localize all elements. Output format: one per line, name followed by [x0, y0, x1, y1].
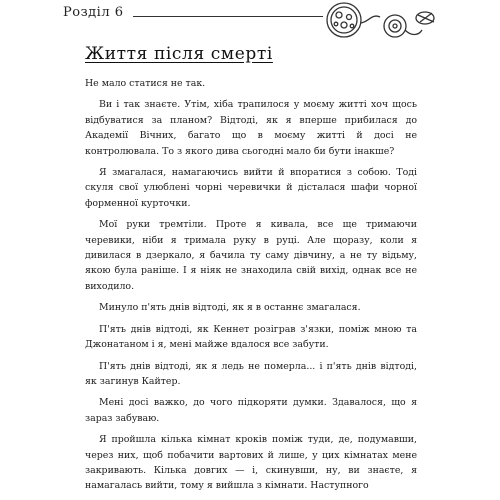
running-head: Розділ 6	[63, 5, 124, 20]
paragraph: Не мало статися не так.	[85, 78, 206, 89]
chapter-title: Життя після смерті	[85, 44, 273, 64]
paragraph: Мої руки тремтіли. Проте я кивала, все ще тримаючи черевики, ніби я тримала руку в руці. Але щоразу, коли я дивилася в дзеркало, я бачила ту саму дівчину, а не ту відьму, якою була раніше. І я ніяк не знаходила свій вихід, однак все не виходило.	[85, 219, 417, 292]
paragraph: Минуло п'ять днів відтоді, як я в останнє змагалася.	[99, 302, 361, 314]
paragraph: Я змагалася, намагаючись вийти й впоратися з собою. Тоді скуля свої улюблені чорні черевички й дісталася шафи чорної форменної курточки.	[85, 167, 417, 209]
paragraph: Мені досі важко, до чого підкоряти думки. Здавалося, що я зараз забуваю.	[85, 397, 417, 424]
paragraph: Я пройшла кілька кімнат кроків поміж туди, де, подумавши, через них, щоб побачити вартових й лише, у цих кімнатах мене закривають. Кілька довгих — і, скинувши, ну, ви знаєте, я намагалась вийти, тому я вийшла з кімнати. Наступного	[85, 434, 417, 492]
body-text	[85, 76, 417, 494]
header-ornament-icon	[322, 0, 442, 44]
paragraph: П'ять днів відтоді, як я ледь не померла... і п'ять днів відтоді, як загинув Кайтер.	[85, 360, 417, 387]
paragraph: Ви і так знаєте. Утім, хіба трапилося у моєму житті хоч щось відбуватися за планом? Відтоді, як я вперше прибилася до Академії Вічних, багато що в моєму житті й досі не контролювала. То з якого дива сьогодні мало би бути інакше?	[85, 99, 417, 157]
paragraph: П'ять днів відтоді, як Кеннет розіграв з'язки, поміж мною та Джонатаном і я, мені майже вдалося все забути.	[85, 323, 417, 351]
header-rule	[133, 16, 323, 17]
